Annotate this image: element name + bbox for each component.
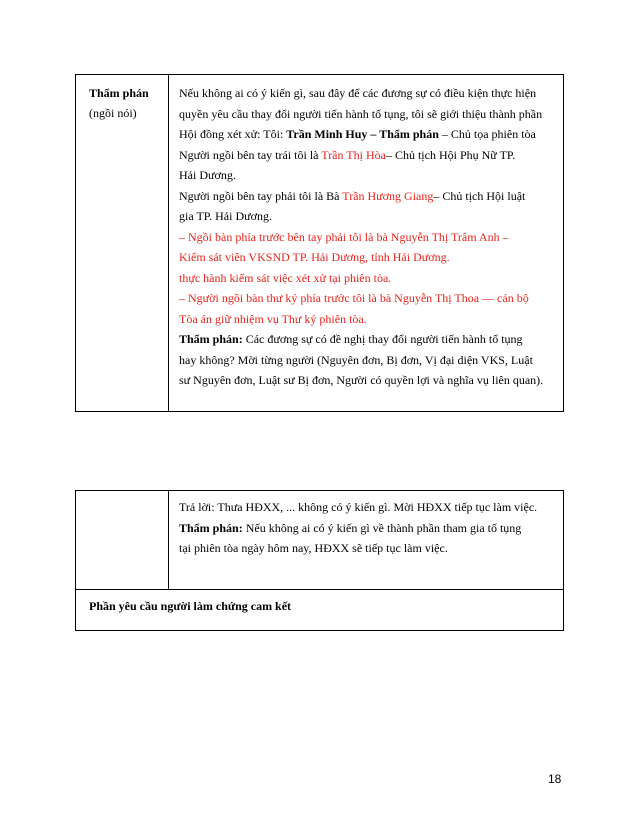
speaker-inline: Thẩm phán: <box>179 520 243 535</box>
speech-line <box>179 124 557 145</box>
hearing-script-table-1 <box>75 74 564 412</box>
speech-line: gia TP. Hải Dương. <box>179 209 272 223</box>
hearing-script-table-2 <box>75 490 564 631</box>
speech-line <box>179 518 557 539</box>
speech-cell <box>169 75 563 411</box>
speaker-cell <box>76 75 169 411</box>
speech-line: Nếu không ai có ý kiến gì, sau đây để các đương sự có điều kiện thực hiện <box>179 86 537 100</box>
speech-line: Hải Dương. <box>179 168 236 182</box>
speech-line: tại phiên tòa ngày hôm nay, HĐXX sẽ tiếp tục làm việc. <box>179 541 448 555</box>
table-row <box>76 75 563 411</box>
speech-line-red: Tòa án giữ nhiệm vụ Thư ký phiên tòa. <box>179 311 367 326</box>
text: Người ngồi bên tay trái tôi là <box>179 147 322 162</box>
speech-line-red: Kiểm sát viên VKSND TP. Hải Dương, tỉnh Hải Dương. <box>179 250 450 264</box>
text: – Chủ tịch Hội luật <box>433 188 526 203</box>
juror-name-2: Trần Hương Giang <box>342 188 434 203</box>
table-row <box>76 491 563 590</box>
speech-line: hay không? Mời từng người (Nguyên đơn, Bị đơn, Vị đại diện VKS, Luật <box>179 352 533 367</box>
speech-line: quyền yêu cầu thay đổi người tiến hành tố tụng, tôi sẽ giới thiệu thành phần <box>179 106 543 121</box>
judge-name: Trần Minh Huy – Thẩm phán <box>286 127 439 141</box>
speech-line: Trả lời: Thưa HĐXX, ... không có ý kiến gì. Mời HĐXX tiếp tục làm việc. <box>179 500 538 514</box>
speech-cell <box>169 491 563 589</box>
speech-line <box>179 145 557 166</box>
text: Các đương sự có đề nghị thay đổi người tiến hành tố tụng <box>242 332 523 346</box>
juror-name-1: Trần Thị Hòa <box>321 147 386 162</box>
section-heading: Phần yêu cầu người làm chứng cam kết <box>89 599 292 613</box>
speech-line: sư Nguyên đơn, Luật sư Bị đơn, Người có quyền lợi và nghĩa vụ liên quan). <box>179 373 544 387</box>
speaker-note: (ngồi nói) <box>89 106 137 120</box>
text: – Chủ tịch Hội Phụ Nữ TP. <box>385 147 516 162</box>
text: Người ngồi bên tay phải tôi là Bà <box>179 188 343 203</box>
speech-line-red: – Người ngồi bàn thư ký phía trước tôi là bà Nguyễn Thị Thoa — cán bộ <box>179 291 529 305</box>
text: – Chủ tọa phiên tòa <box>438 127 536 141</box>
page-number: 18 <box>548 772 562 786</box>
speaker-cell <box>76 491 169 589</box>
text: Nếu không ai có ý kiến gì về thành phần tham gia tố tụng <box>242 520 522 535</box>
speaker-label: Thẩm phán <box>89 86 149 100</box>
speaker-inline: Thẩm phán: <box>179 332 243 346</box>
speech-line <box>179 329 557 350</box>
speech-line-red: – Ngồi bàn phía trước bên tay phải tôi là bà Nguyễn Thị Trâm Anh – <box>179 229 509 244</box>
text: Hội đồng xét xử: Tôi: <box>179 127 287 141</box>
speech-line <box>179 186 557 207</box>
speech-line-red: thực hành kiểm sát việc xét xử tại phiên tòa. <box>179 270 392 285</box>
